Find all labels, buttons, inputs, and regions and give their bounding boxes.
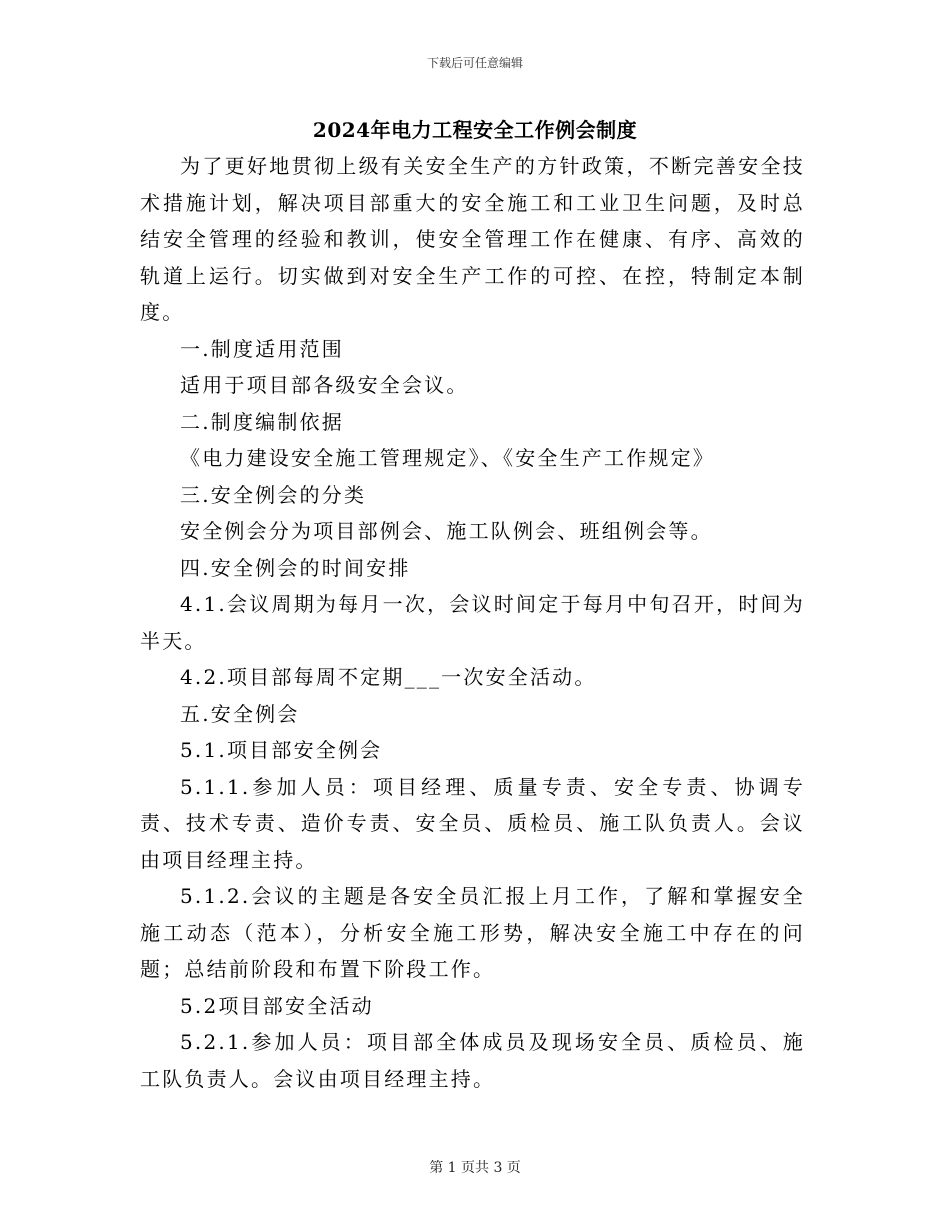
paragraph: 5.2.1.参加人员：项目部全体成员及现场安全员、质检员、施工队负责人。会议由项目经理主持。 xyxy=(140,1030,805,1091)
section-heading: 二.制度编制依据 xyxy=(180,409,344,434)
header-note: 下载后可任意编辑 xyxy=(426,56,523,70)
paragraph: 《电力建设安全施工管理规定》、《安全生产工作规定》 xyxy=(180,446,715,470)
paragraph: 4.2.项目部每周不定期___一次安全活动。 xyxy=(180,665,597,689)
subsection-heading: 5.1.项目部安全例会 xyxy=(180,738,383,762)
page-number: 第 1 页共 3 页 xyxy=(429,1160,521,1176)
paragraph: 安全例会分为项目部例会、施工队例会、班组例会等。 xyxy=(180,519,713,543)
paragraph: 4.1.会议周期为每月一次，会议时间定于每月中旬召开，时间为半天。 xyxy=(140,592,805,653)
document-title: 2024年电力工程安全工作例会制度 xyxy=(312,118,638,142)
paragraph: 适用于项目部各级安全会议。 xyxy=(180,373,469,397)
paragraph-intro: 为了更好地贯彻上级有关安全生产的方针政策，不断完善安全技术措施计划，解决项目部重大的安全施工和工业卫生问题，及时总结安全管理的经验和教训，使安全管理工作在健康、有序、高效的轨道上运行。切实做到对安全生产工作的可控、在控，特制定本制度。 xyxy=(140,154,805,324)
document-body xyxy=(140,148,805,1097)
section-heading: 四.安全例会的时间安排 xyxy=(180,555,411,580)
paragraph: 5.1.1.参加人员：项目经理、质量专责、安全专责、协调专责、技术专责、造价专责、安全员、质检员、施工队负责人。会议由项目经理主持。 xyxy=(140,774,805,872)
subsection-heading: 5.2项目部安全活动 xyxy=(180,993,374,1018)
section-heading: 五.安全例会 xyxy=(180,701,300,726)
section-heading: 一.制度适用范围 xyxy=(180,336,344,361)
section-heading: 三.安全例会的分类 xyxy=(180,482,367,507)
paragraph: 5.1.2.会议的主题是各安全员汇报上月工作，了解和掌握安全施工动态（范本），分析安全施工形势，解决安全施工中存在的问题；总结前阶段和布置下阶段工作。 xyxy=(140,884,805,981)
